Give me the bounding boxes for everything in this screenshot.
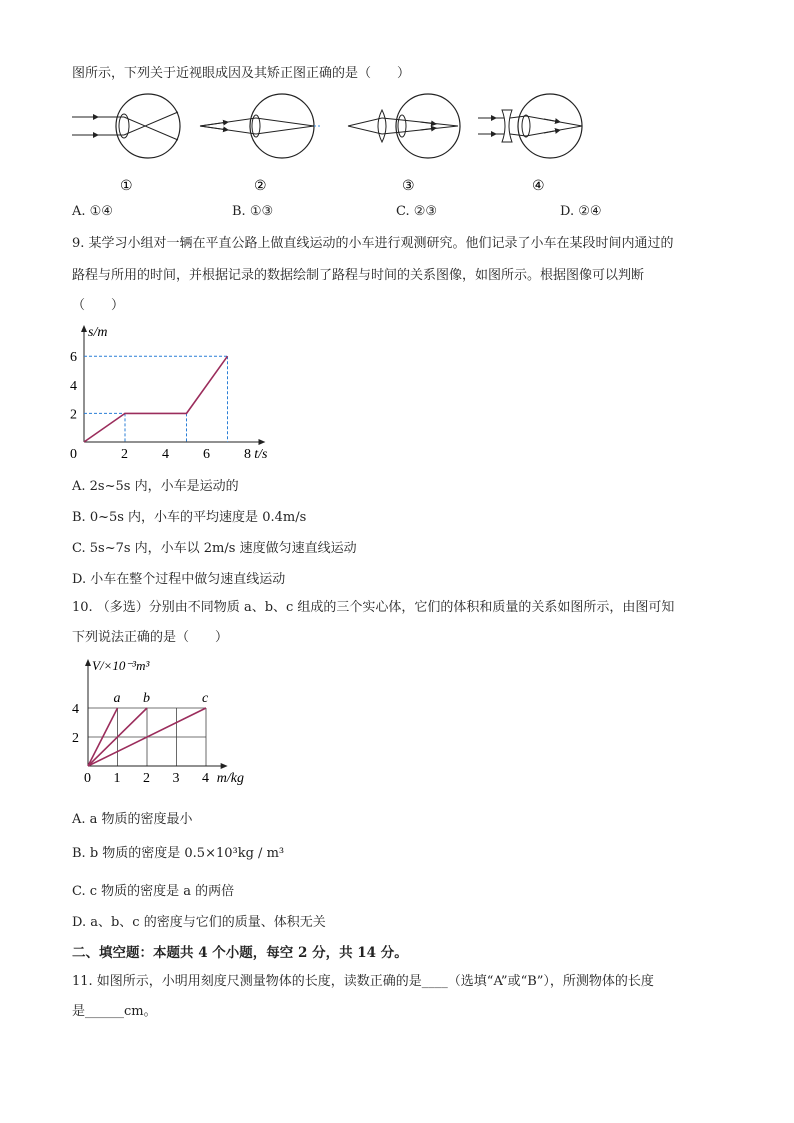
- eye-diagram-2: [200, 94, 322, 158]
- section-title: 二、填空题：本题共 4 个小题，每空 2 分，共 14 分。: [72, 945, 408, 961]
- q8-option-c: C. ②③: [396, 204, 438, 219]
- y-tick-label: 4: [72, 702, 79, 717]
- y-tick-label: 6: [70, 350, 77, 366]
- st-graph: [60, 320, 300, 470]
- y-axis-label: V/×10⁻³m³: [92, 658, 150, 673]
- x-tick-label: 3: [172, 771, 180, 786]
- series-label-b: b: [143, 691, 150, 706]
- q8-option-a: A. ①④: [72, 204, 113, 219]
- x-axis-label: m/kg: [216, 771, 244, 786]
- q10-option-c: C. c 物质的密度是 a 的两倍: [72, 884, 235, 899]
- y-tick-label: 2: [70, 407, 77, 423]
- q10-option-a: A. a 物质的密度最小: [72, 812, 193, 827]
- x-tick-label: 8: [244, 447, 251, 462]
- eye-diagram-4: [478, 94, 582, 158]
- q9-option-a: A. 2s~5s 内，小车是运动的: [72, 479, 239, 494]
- q9-stem-line1: 9. 某学习小组对一辆在平直公路上做直线运动的小车进行观测研究。他们记录了小车在某段时间内通过的: [72, 236, 674, 251]
- y-axis-label: s/m: [88, 325, 108, 340]
- q11-stem-line1: 11. 如图所示，小明用刻度尺测量物体的长度，读数正确的是____（选填“A”或“B”），所测物体的长度: [72, 974, 654, 989]
- q9-option-c: C. 5s~7s 内，小车以 2m/s 速度做匀速直线运动: [72, 541, 357, 556]
- eye-label-1: ①: [120, 179, 133, 194]
- x-tick-label: 4: [202, 771, 209, 786]
- q11-stem-line2: 是______cm。: [72, 1004, 157, 1019]
- x-tick-label: 2: [121, 447, 128, 462]
- q9-stem-line3: （ ）: [72, 298, 125, 313]
- q9-option-d: D. 小车在整个过程中做匀速直线运动: [72, 572, 286, 587]
- q10-stem-line1: 10. （多选）分别由不同物质 a、b、c 组成的三个实心体，它们的体积和质量的关系如图所示，由图可知: [72, 600, 675, 615]
- x-tick-label: 6: [203, 447, 210, 462]
- eye-diagram-1: [72, 94, 180, 158]
- x-axis-label: t/s: [254, 447, 268, 462]
- q10-option-b: B. b 物质的密度是 0.5×10³kg / m³: [72, 846, 285, 861]
- q10-option-d: D. a、b、c 的密度与它们的质量、体积无关: [72, 915, 326, 930]
- eye-label-3: ③: [402, 179, 415, 194]
- series-label-c: c: [202, 691, 209, 706]
- x-tick-label: 1: [113, 771, 121, 786]
- mv-graph: [60, 656, 280, 794]
- q10-stem-line2: 下列说法正确的是（ ）: [72, 630, 229, 645]
- eye-label-2: ②: [254, 179, 267, 194]
- q9-option-b: B. 0~5s 内，小车的平均速度是 0.4m/s: [72, 510, 307, 525]
- series-line: [84, 356, 228, 442]
- x-tick-label: 2: [143, 771, 150, 786]
- q8-option-b: B. ①③: [232, 204, 274, 219]
- x-tick-label: 0: [84, 771, 91, 786]
- series-label-a: a: [113, 691, 121, 706]
- eye-diagram-3: [348, 94, 460, 158]
- x-tick-label: 4: [162, 447, 169, 462]
- q8-option-d: D. ②④: [560, 204, 602, 219]
- x-tick-label: 0: [70, 447, 77, 462]
- q8-stem: 图所示，下列关于近视眼成因及其矫正图正确的是（ ）: [72, 66, 411, 81]
- eye-label-4: ④: [532, 179, 545, 194]
- y-tick-label: 4: [70, 378, 77, 394]
- y-tick-label: 2: [72, 731, 79, 746]
- q9-stem-line2: 路程与所用的时间，并根据记录的数据绘制了路程与时间的关系图像，如图所示。根据图像可以判断: [72, 268, 645, 283]
- eye-diagrams-figure: [60, 88, 620, 198]
